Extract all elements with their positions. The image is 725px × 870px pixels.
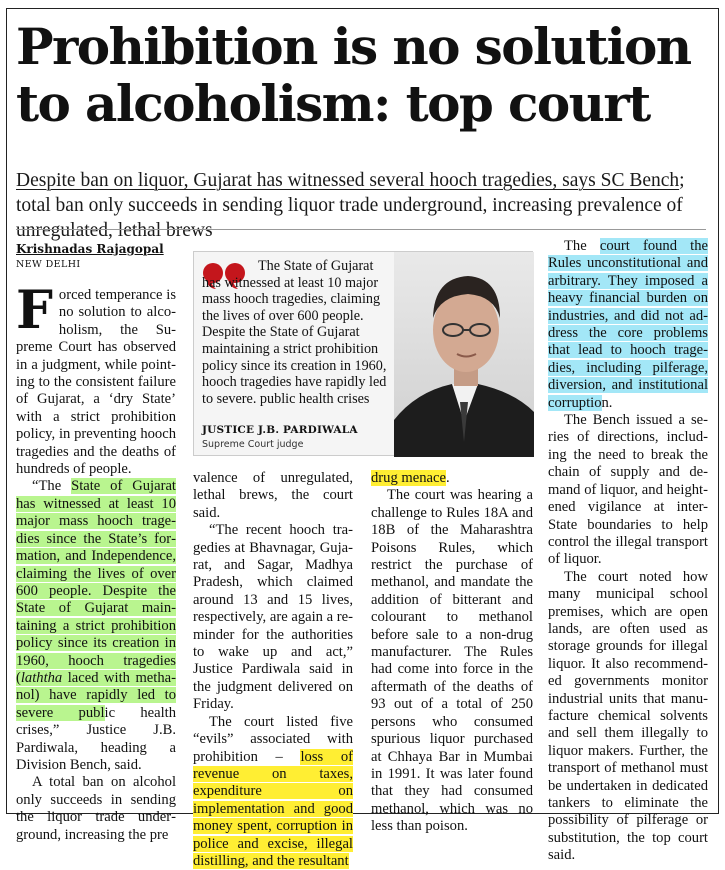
standfirst-rest: ; total ban only succeeds in sending liquor trade underground, increasing prevalence of unregulated, lethal brews	[16, 170, 685, 241]
paragraph-7: The court found the Rules unconstitutional and arbitrary. They imposed a heavy financial burden on industries, and did not address the core problems that lead to hooch tragedies, including pilferage, diversion, and institutional corruption.	[548, 238, 708, 411]
drop-cap: F	[16, 280, 53, 341]
paragraph-4: “The recent hooch tragedies at Bhavnagar, Gujarat, and Sagar, Madhya Pradesh, which claimed around 13 and 15 lives, respectively, are again a reminder for the authorities to wake up and act,” Justice Pardiwala said in the judgment delivered on Friday.	[193, 522, 353, 713]
divider-rule	[16, 229, 706, 230]
pull-quote-text-area	[202, 258, 392, 407]
paragraph-1: Forced temperance is no solution to alcoholism, the Supreme Court has observed in a judgment, while pointing to the consistent failure of Gujarat, a ‘dry State’ with a strict prohibition policy, in preventing hooch tragedies and the deaths of hundreds of people.	[16, 280, 176, 478]
headline-line-1: Prohibition is no solution	[16, 17, 691, 76]
headline-line-2: to alcoholism: top court	[16, 74, 650, 133]
paragraph-9: The court noted how many municipal school premises, which are open lands, are often used as storage grounds for illegal liquor. It also recommended governments monitor industrial units that manufacture chemical solvents and sell them illegally to liquor makers. Further, the transport of methanol must be undertaken in dedicated tankers to eliminate the possibility of pilferage or substitution, the top court said.	[548, 568, 708, 864]
standfirst-underlined: Despite ban on liquor, Gujarat has witnessed several hooch tragedies, says SC Bench	[16, 170, 680, 191]
column-1	[16, 280, 176, 844]
highlight-yellow: loss of revenue on taxes, expenditure on implementation and good money spent, corruption in police and excise, illegal distilling, and the resultant	[193, 748, 353, 869]
dateline: NEW DELHI	[16, 259, 81, 270]
byline: Krishnadas Rajagopal	[16, 242, 164, 256]
highlight-cyan: court found the Rules unconstitutional and arbitrary. They imposed a heavy financial burden on industries, and did not address the core problems that lead to hooch tragedies, including pilferage, diversion, and institutional corruptio	[548, 238, 708, 411]
pull-quote-role: Supreme Court judge	[202, 439, 304, 450]
highlight-yellow-continued: drug menace	[371, 470, 446, 486]
pull-quote-box	[193, 251, 533, 456]
paragraph-2: “The State of Gujarat has witnessed at least 10 major mass hooch tragedies since the State’s formation, and Independence, claiming the lives of over 600 people. Despite the State of Gujarat maintaining a strict prohibition policy since its creation in 1960, hooch tragedies (laththa laced with methanol) have rapidly led to severe public health crises,” Justice J.B. Pardiwala, heading a Division Bench, said.	[16, 478, 176, 773]
highlight-green: State of Gujarat has witnessed at least 10 major mass hooch tragedies since the State’s formation, and Independence, claiming the lives of over 600 people. Despite the State of Gujarat maintaining a strict prohibition policy since its creation in 1960, hooch tragedies (laththa laced with methanol) have rapidly led to severe publ	[16, 478, 176, 721]
paragraph-3-continued: valence of unregulated, lethal brews, the court said.	[193, 470, 353, 521]
pull-quote-speaker: JUSTICE J.B. PARDIWALA	[202, 424, 358, 436]
paragraph-5-continued: drug menace.	[371, 470, 450, 486]
column-3	[371, 470, 533, 836]
paragraph-3: A total ban on alcohol only succeeds in sending the liquor trade underground, increasing the pre	[16, 774, 176, 843]
column-2	[193, 470, 353, 870]
paragraph-5: The court listed five “evils” associated with prohibition – loss of revenue on taxes, expenditure on implementation and good money spent, corruption in police and excise, illegal distilling, and the resultant	[193, 713, 353, 869]
headline	[16, 18, 706, 132]
paragraph-6: The court was hearing a challenge to Rules 18A and 18B of the Maharashtra Poisons Rules, which restrict the purchase of methanol, and mandate the addition of bitterant and colourant to methanol before sale to a non-drug manufacturer. The Rules had come into force in the aftermath of the deaths of 93 out of a total of 250 persons who consumed spurious liquor purchased at Chhaya Bar in Mumbai in 1991. It was later found that they had consumed methanol, which was no less than poison.	[371, 487, 533, 835]
standfirst	[16, 168, 716, 243]
judge-portrait-image	[394, 252, 534, 457]
column-4	[548, 238, 708, 865]
paragraph-8: The Bench issued a series of directions, including the need to break the chain of supply and demand of liquor, and heightened vigilance at inter-State boundaries to help control the illegal transport of liquor.	[548, 412, 708, 568]
pull-quote-text: The State of Gujarat has witnessed at least 10 major mass hooch tragedies, claiming the lives of over 600 people. Despite the State of Gujarat maintaining a strict prohibition policy since its creation in 1960, hooch tragedies have rapidly led to severe. public health crises	[202, 258, 387, 407]
